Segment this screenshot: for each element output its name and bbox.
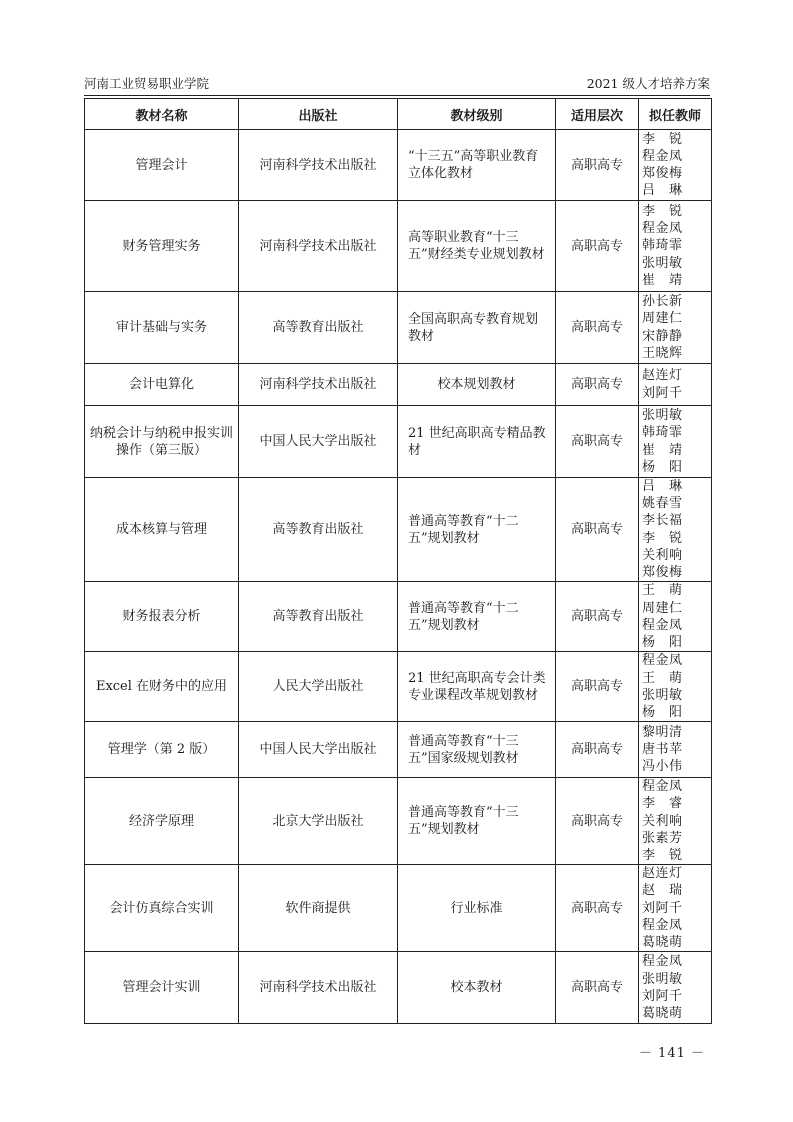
level-cell: 21 世纪高职高专会计类专业课程改革规划教材 <box>398 652 556 722</box>
scope-cell: 高职高专 <box>556 952 639 1024</box>
teachers-cell <box>639 130 712 201</box>
teacher-name: 张明敏 <box>642 408 683 424</box>
textbook-name-cell: 财务管理实务 <box>85 201 239 292</box>
level-cell: 普通高等教育“十三五”规划教材 <box>398 778 556 865</box>
scope-cell: 高职高专 <box>556 778 639 865</box>
teacher-name: 崔 靖 <box>642 272 683 288</box>
teacher-name: 郑俊梅 <box>642 166 683 181</box>
teacher-name: 李 锐 <box>642 203 683 219</box>
publisher-cell: 高等教育出版社 <box>239 582 398 652</box>
teachers-cell <box>639 722 712 778</box>
textbook-name-cell: 会计电算化 <box>85 364 239 406</box>
teacher-name: 黎明清 <box>642 724 683 740</box>
textbook-name-cell: 管理会计 <box>85 130 239 201</box>
table-row <box>85 130 712 201</box>
table-row <box>85 722 712 778</box>
teacher-name: 葛晓萌 <box>642 1005 683 1021</box>
scope-cell: 高职高专 <box>556 478 639 582</box>
level-cell: 校本规划教材 <box>398 364 556 406</box>
level-cell: 21 世纪高职高专精品教材 <box>398 406 556 478</box>
table-row <box>85 778 712 865</box>
teacher-name: 葛晓萌 <box>642 935 683 951</box>
table-row <box>85 952 712 1024</box>
textbook-name-cell: 管理会计实训 <box>85 952 239 1024</box>
textbook-name-cell: 管理学（第 2 版） <box>85 722 239 778</box>
teacher-name: 赵连灯 <box>642 368 683 384</box>
level-cell: 普通高等教育“十三五”国家级规划教材 <box>398 722 556 778</box>
teacher-name: 吕 琳 <box>642 183 683 199</box>
teachers-cell <box>639 952 712 1024</box>
teacher-name: 刘阿千 <box>642 900 683 916</box>
teacher-name: 韩琦霏 <box>642 425 683 441</box>
publisher-cell: 河南科学技术出版社 <box>239 201 398 292</box>
scope-cell: 高职高专 <box>556 364 639 406</box>
publisher-cell: 高等教育出版社 <box>239 292 398 364</box>
teacher-name: 程金凤 <box>642 917 683 933</box>
teacher-name: 程金凤 <box>642 617 683 633</box>
teacher-name: 冯小伟 <box>642 759 683 775</box>
teacher-name: 吕 琳 <box>642 479 683 494</box>
level-cell: 行业标准 <box>398 865 556 952</box>
level-cell: 高等职业教育“十三五”财经类专业规划教材 <box>398 201 556 292</box>
teacher-name: 李 睿 <box>642 796 683 812</box>
publisher-cell: 河南科学技术出版社 <box>239 952 398 1024</box>
header-document-title: 2021 级人才培养方案 <box>586 76 710 91</box>
teachers-cell <box>639 201 712 292</box>
table-row <box>85 478 712 582</box>
column-header-teachers: 拟任教师 <box>639 99 712 130</box>
table-header-row <box>85 99 712 130</box>
scope-cell: 高职高专 <box>556 652 639 722</box>
publisher-cell: 中国人民大学出版社 <box>239 722 398 778</box>
textbook-table <box>84 98 712 1024</box>
publisher-cell: 高等教育出版社 <box>239 478 398 582</box>
teacher-name: 程金凤 <box>642 148 683 164</box>
publisher-cell: 中国人民大学出版社 <box>239 406 398 478</box>
table-row <box>85 652 712 722</box>
table-row <box>85 865 712 952</box>
teacher-name: 孙长新 <box>642 294 683 310</box>
teacher-name: 王 萌 <box>642 670 683 686</box>
publisher-cell: 河南科学技术出版社 <box>239 130 398 201</box>
teacher-name: 唐书苹 <box>642 742 683 758</box>
level-cell: 校本教材 <box>398 952 556 1024</box>
teacher-name: 程金凤 <box>642 653 683 669</box>
level-cell: 全国高职高专教育规划教材 <box>398 292 556 364</box>
publisher-cell: 河南科学技术出版社 <box>239 364 398 406</box>
teacher-name: 程金凤 <box>642 779 683 795</box>
publisher-cell: 北京大学出版社 <box>239 778 398 865</box>
scope-cell: 高职高专 <box>556 865 639 952</box>
teacher-name: 赵连灯 <box>642 866 683 882</box>
scope-cell: 高职高专 <box>556 130 639 201</box>
teachers-cell <box>639 652 712 722</box>
scope-cell: 高职高专 <box>556 722 639 778</box>
teacher-name: 姚春雪 <box>642 496 683 512</box>
teacher-name: 王晓辉 <box>642 345 683 361</box>
teacher-name: 李 锐 <box>642 848 683 864</box>
column-header-level: 教材级别 <box>398 99 556 130</box>
teacher-name: 李 锐 <box>642 131 683 147</box>
scope-cell: 高职高专 <box>556 292 639 364</box>
teacher-name: 王 萌 <box>642 583 683 599</box>
level-cell: “十三五”高等职业教育立体化教材 <box>398 130 556 201</box>
textbook-name-cell: 财务报表分析 <box>85 582 239 652</box>
teacher-name: 关利响 <box>642 813 683 829</box>
teacher-name: 赵 瑞 <box>642 883 683 899</box>
table-row <box>85 201 712 292</box>
scope-cell: 高职高专 <box>556 406 639 478</box>
page-number: － 141 － <box>638 1046 705 1061</box>
teacher-name: 杨 阳 <box>642 459 683 475</box>
teachers-cell <box>639 292 712 364</box>
teachers-cell <box>639 582 712 652</box>
teachers-cell <box>639 865 712 952</box>
teachers-cell <box>639 364 712 406</box>
textbook-name-cell: 审计基础与实务 <box>85 292 239 364</box>
teacher-name: 程金凤 <box>642 954 683 970</box>
level-cell: 普通高等教育“十二五”规划教材 <box>398 582 556 652</box>
teacher-name: 刘阿千 <box>642 385 683 401</box>
teacher-name: 张明敏 <box>642 255 683 271</box>
textbook-name-cell: 纳税会计与纳税申报实训操作（第三版） <box>85 406 239 478</box>
teacher-name: 周建仁 <box>642 311 683 327</box>
header-school-name: 河南工业贸易职业学院 <box>84 76 210 91</box>
teacher-name: 杨 阳 <box>642 634 683 650</box>
publisher-cell: 软件商提供 <box>239 865 398 952</box>
textbook-name-cell: 成本核算与管理 <box>85 478 239 582</box>
teacher-name: 周建仁 <box>642 600 683 616</box>
column-header-scope: 适用层次 <box>556 99 639 130</box>
teacher-name: 张明敏 <box>642 971 683 987</box>
teachers-cell <box>639 478 712 582</box>
teacher-name: 关利响 <box>642 547 683 563</box>
column-header-publisher: 出版社 <box>239 99 398 130</box>
table-row <box>85 292 712 364</box>
teacher-name: 李 锐 <box>642 530 683 546</box>
page-header <box>84 74 710 94</box>
teacher-name: 韩琦霏 <box>642 238 683 254</box>
level-cell: 普通高等教育“十二五”规划教材 <box>398 478 556 582</box>
teacher-name: 杨 阳 <box>642 704 683 720</box>
teachers-cell <box>639 778 712 865</box>
column-header-textbook-name: 教材名称 <box>85 99 239 130</box>
teachers-cell <box>639 406 712 478</box>
textbook-name-cell: Excel 在财务中的应用 <box>85 652 239 722</box>
teacher-name: 程金凤 <box>642 221 683 237</box>
teacher-name: 李长福 <box>642 513 683 529</box>
textbook-name-cell: 经济学原理 <box>85 778 239 865</box>
scope-cell: 高职高专 <box>556 582 639 652</box>
table-row <box>85 406 712 478</box>
publisher-cell: 人民大学出版社 <box>239 652 398 722</box>
teacher-name: 张素芳 <box>642 830 683 846</box>
header-divider <box>84 95 710 96</box>
table-row <box>85 582 712 652</box>
table-row <box>85 364 712 406</box>
textbook-name-cell: 会计仿真综合实训 <box>85 865 239 952</box>
teacher-name: 郑俊梅 <box>642 565 683 581</box>
teacher-name: 张明敏 <box>642 687 683 703</box>
teacher-name: 刘阿千 <box>642 988 683 1004</box>
teacher-name: 崔 靖 <box>642 442 683 458</box>
scope-cell: 高职高专 <box>556 201 639 292</box>
teacher-name: 宋静静 <box>642 328 683 344</box>
